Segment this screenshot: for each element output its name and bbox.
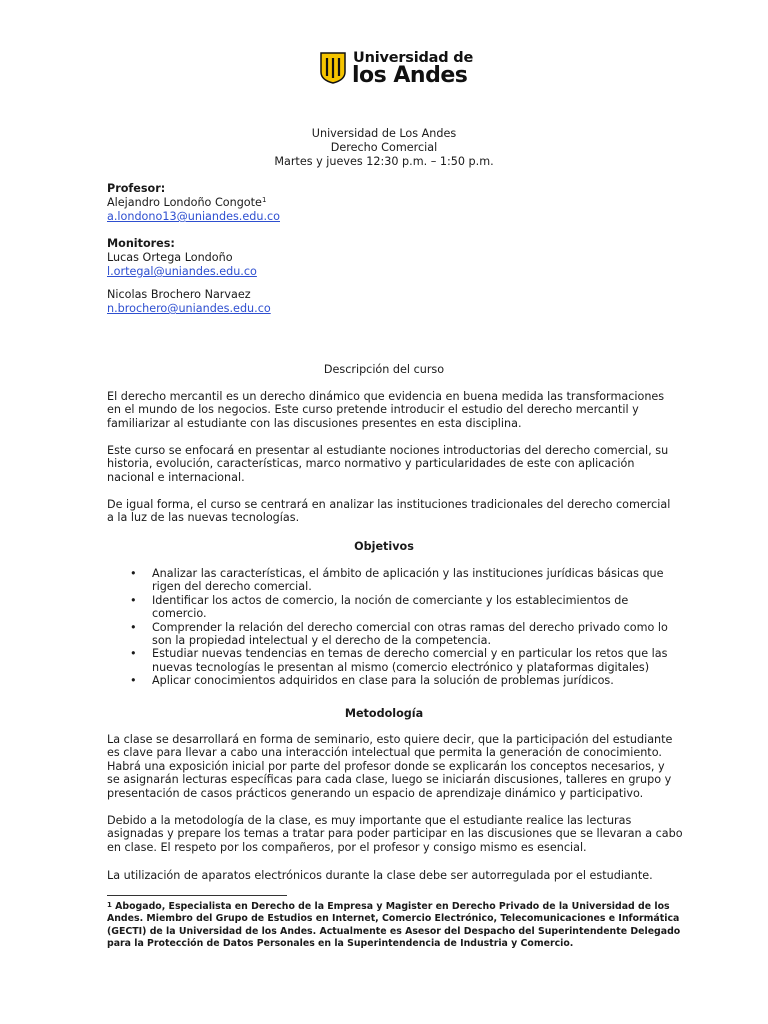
logo-line2: los Andes [352,63,468,88]
text-line: son la propiedad intelectual y el derecho de la competencia. [152,634,492,648]
professor-name: Alejandro Londoño Congote [107,196,262,209]
text-line: Debido a la metodología de la clase, es muy importante que el estudiante realice las lecturas [107,814,632,827]
text-line: familiarizar al estudiante con las discusiones presentes en esta disciplina. [107,416,522,430]
institution-title: Universidad de Los Andes [311,127,457,140]
text-line: rigen del derecho comercial. [152,580,312,594]
list-item [130,567,664,594]
footnote-line: (GECTI) de la Universidad de los Andes. Actualmente es Asesor del Despacho del Superintendente Delegado [107,925,681,937]
list-item [130,594,661,621]
text-line: Estudiar nuevas tendencias en temas de derecho comercial y en particular los retos que las [152,647,668,661]
text-line: El derecho mercantil es un derecho dinámico que evidencia en buena medida las transformaciones [107,390,665,403]
description-paragraph [107,498,671,525]
description-heading: Descripción del curso [323,363,445,376]
logo-line1: Universidad de [353,50,474,66]
text-line: a la luz de las nuevas tecnologías. [107,511,300,525]
professor-label: Profesor: [107,182,166,195]
text-line: nuevas tecnologías le presentan al mismo (comercio electrónico y plataformas digitales) [152,660,650,674]
list-item [130,674,661,687]
schedule: Martes y jueves 12:30 p.m. – 1:50 p.m. [274,155,494,168]
text-line: La clase se desarrollará en forma de seminario, esto quiere decir, que la participación del estudiante [107,733,673,746]
text-line: es clave para llevar a cabo una interacción intelectual que permita la generación de conocimiento. [107,746,662,760]
text-line: Aplicar conocimientos adquiridos en clase para la solución de problemas jurídicos. [152,674,614,688]
text-line: Analizar las características, el ámbito de aplicación y las instituciones jurídicas básicas que [152,567,664,580]
monitors-label: Monitores: [107,237,175,250]
course-title: Derecho Comercial [330,141,438,154]
monitor-name: Nicolas Brochero Narvaez [107,288,251,301]
methodology-heading: Metodología [344,707,424,720]
text-line: De igual forma, el curso se centrará en analizar las instituciones tradicionales del derecho comercial [107,498,671,511]
text-line: en el mundo de los negocios. Este curso pretende introducir el estudio del derecho mercantil y [107,403,639,417]
objectives-list [130,567,668,688]
footnote-text: Abogado, Especialista en Derecho de la Empresa y Magister en Derecho Privado de la Universidad de los [115,901,670,912]
shield-logo-icon [320,52,346,84]
footnote [107,901,681,950]
monitor-email-link[interactable]: n.brochero@uniandes.edu.co [107,302,271,315]
footnote-ref[interactable]: 1 [261,196,267,204]
text-line: Habrá una exposición inicial por parte del profesor donde se explicarán los conceptos necesarios, y [107,759,665,773]
list-item [130,647,668,674]
professor-name-line [107,196,266,209]
text-line: comercio. [152,607,207,621]
methodology-paragraph [107,814,683,854]
objectives-heading: Objetivos [354,540,414,553]
footnote-line: Andes. Miembro del Grupo de Estudios en Internet, Comercio Electrónico, Telecomunicaciones e Informática [107,913,680,925]
text-line: presentación de casos prácticos generando un espacio de aprendizaje dinámico y participativo. [107,786,644,800]
text-line: La utilización de aparatos electrónicos durante la clase debe ser autorregulada por el estudiante. [107,869,653,882]
footnote-mark: 1 [107,901,112,909]
footnote-divider [107,895,287,896]
text-line: se asignarán lecturas específicas para cada clase, luego se iniciarán discusiones, talleres en grupo y [107,773,672,787]
professor-email-link[interactable]: a.londono13@uniandes.edu.co [107,210,280,223]
bullet-icon: • [130,593,137,607]
footnote-line [107,901,670,913]
methodology-paragraph [107,869,661,882]
text-line: historia, evolución, características, marco normativo y particularidades de este con aplicación [107,457,635,471]
text-line: Este curso se enfocará en presentar al estudiante nociones introductorias del derecho comercial, su [107,444,669,457]
text-line: asignadas y prepare los temas a tratar para poder participar en las discusiones que se llevaran a cabo [107,827,683,841]
text-line: Identificar los actos de comercio, la noción de comerciante y los establecimientos de [152,593,629,607]
description-paragraph [107,444,669,484]
bullet-icon: • [130,674,137,688]
monitor-email-link[interactable]: l.ortegal@uniandes.edu.co [107,265,257,278]
university-logo [320,48,474,92]
bullet-icon: • [130,567,137,580]
footnote-line: para la Protección de Datos Personales en la Superintendencia de Industria y Comercio. [107,937,574,949]
methodology-paragraph [107,733,673,800]
text-line: en clase. El respeto por los compañeros, por el profesor y consigo mismo es esencial. [107,840,587,854]
bullet-icon: • [130,647,137,661]
monitor-name: Lucas Ortega Londoño [107,251,233,264]
bullet-icon: • [130,620,137,634]
text-line: Comprender la relación del derecho comercial con otras ramas del derecho privado como lo [152,620,668,634]
description-paragraph [107,390,665,430]
list-item [130,620,668,648]
text-line: nacional e internacional. [107,470,245,484]
